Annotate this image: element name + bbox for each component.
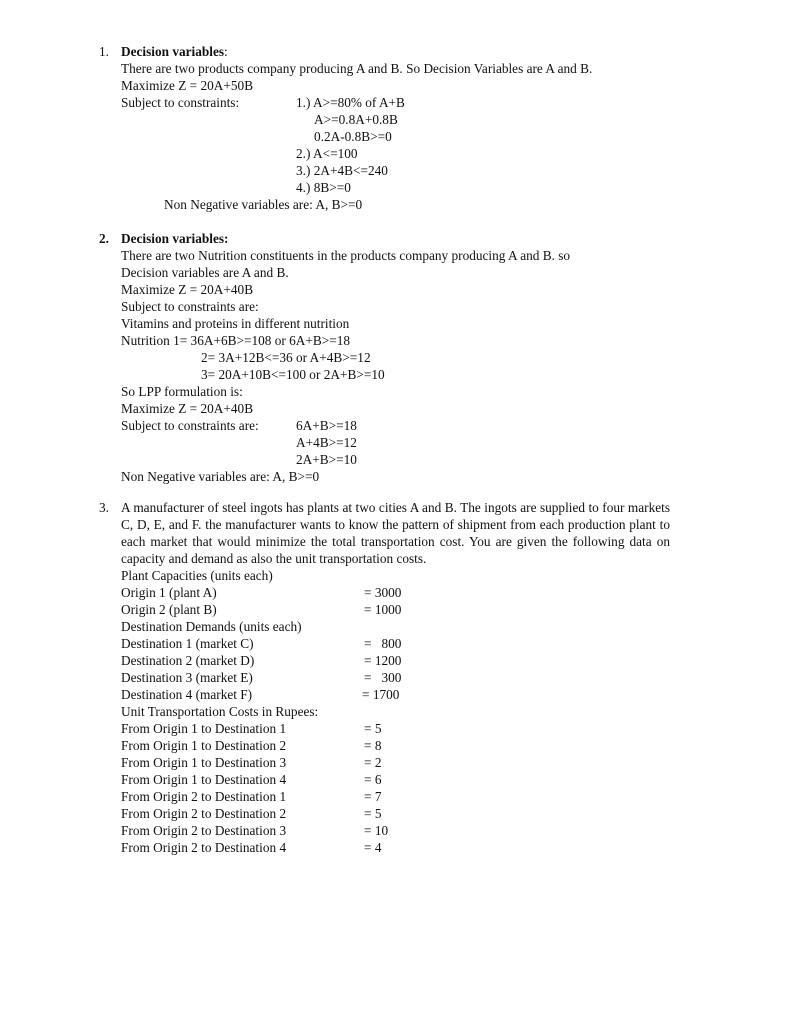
constraint-line: A+4B>=12: [296, 435, 357, 450]
cost-value: = 6: [364, 772, 382, 787]
constraint-line: 2A+B>=10: [296, 452, 357, 467]
question-number: 1.: [99, 44, 109, 59]
capacities-heading: Plant Capacities (units each): [121, 568, 273, 583]
demands-heading: Destination Demands (units each): [121, 619, 302, 634]
objective-function: Maximize Z = 20A+40B: [121, 401, 254, 416]
capacity-value: = 1000: [364, 602, 402, 617]
objective-function: Maximize Z = 20A+50B: [121, 78, 254, 93]
cost-value: = 2: [364, 755, 382, 770]
cost-value: = 5: [364, 721, 382, 736]
cost-value: = 4: [364, 840, 382, 855]
cost-label: From Origin 2 to Destination 2: [121, 806, 287, 821]
cost-label: From Origin 1 to Destination 4: [121, 772, 287, 787]
constraints-intro: Subject to constraints are:: [121, 299, 259, 314]
cost-label: From Origin 1 to Destination 1: [121, 721, 287, 736]
capacity-label: Origin 2 (plant B): [121, 602, 217, 617]
constraint-line: 2.) A<=100: [296, 146, 358, 161]
cost-value: = 5: [364, 806, 382, 821]
question-heading: Decision variables:: [121, 44, 228, 59]
nutrition-line: 3= 20A+10B<=100 or 2A+B>=10: [201, 367, 385, 382]
cost-label: From Origin 1 to Destination 2: [121, 738, 287, 753]
cost-label: From Origin 1 to Destination 3: [121, 755, 287, 770]
demand-value: = 300: [364, 670, 402, 685]
intro-text: There are two Nutrition constituents in the products company producing A and B. so: [121, 248, 571, 263]
cost-value: = 7: [364, 789, 382, 804]
demand-label: Destination 1 (market C): [121, 636, 254, 651]
non-negative-statement: Non Negative variables are: A, B>=0: [121, 469, 320, 484]
vitamins-text: Vitamins and proteins in different nutrition: [121, 316, 350, 331]
nutrition-line: 2= 3A+12B<=36 or A+4B>=12: [201, 350, 371, 365]
constraint-line: 0.2A-0.8B>=0: [314, 129, 392, 144]
constraints-label: Subject to constraints:: [121, 95, 240, 110]
cost-label: From Origin 2 to Destination 3: [121, 823, 287, 838]
intro-text: Decision variables are A and B.: [121, 265, 289, 280]
question-number: 2.: [99, 231, 109, 246]
demand-label: Destination 3 (market E): [121, 670, 253, 685]
constraint-line: 4.) 8B>=0: [296, 180, 351, 195]
non-negative-statement: Non Negative variables are: A, B>=0: [164, 197, 363, 212]
constraint-line: 1.) A>=80% of A+B: [296, 95, 405, 110]
demand-label: Destination 4 (market F): [121, 687, 253, 702]
cost-value: = 10: [364, 823, 389, 838]
demand-value: = 1700: [362, 687, 400, 702]
costs-heading: Unit Transportation Costs in Rupees:: [121, 704, 319, 719]
constraints-label: Subject to constraints are:: [121, 418, 259, 433]
capacity-label: Origin 1 (plant A): [121, 585, 217, 600]
demand-label: Destination 2 (market D): [121, 653, 255, 668]
cost-label: From Origin 2 to Destination 4: [121, 840, 287, 855]
nutrition-line: Nutrition 1= 36A+6B>=108 or 6A+B>=18: [121, 333, 351, 348]
lpp-intro: So LPP formulation is:: [121, 384, 243, 399]
question-heading: Decision variables:: [121, 231, 229, 246]
demand-value: = 800: [364, 636, 402, 651]
question-number: 3.: [99, 500, 109, 515]
objective-function: Maximize Z = 20A+40B: [121, 282, 254, 297]
cost-label: From Origin 2 to Destination 1: [121, 789, 287, 804]
constraint-line: 6A+B>=18: [296, 418, 357, 433]
capacity-value: = 3000: [364, 585, 402, 600]
cost-value: = 8: [364, 738, 382, 753]
intro-text: There are two products company producing A and B. So Decision Variables are A and B.: [121, 61, 593, 76]
constraint-line: 3.) 2A+4B<=240: [296, 163, 388, 178]
demand-value: = 1200: [364, 653, 402, 668]
problem-paragraph: A manufacturer of steel ingots has plants at two cities A and B. The ingots are supplied to four markets C, D, E, and F. the manufacturer wants to know the pattern of shipment from each production plant to each market that would minimize the total transportation cost. You are given the following data on capacity and demand as also the unit transportation costs.: [121, 500, 670, 566]
constraint-line: A>=0.8A+0.8B: [314, 112, 398, 127]
